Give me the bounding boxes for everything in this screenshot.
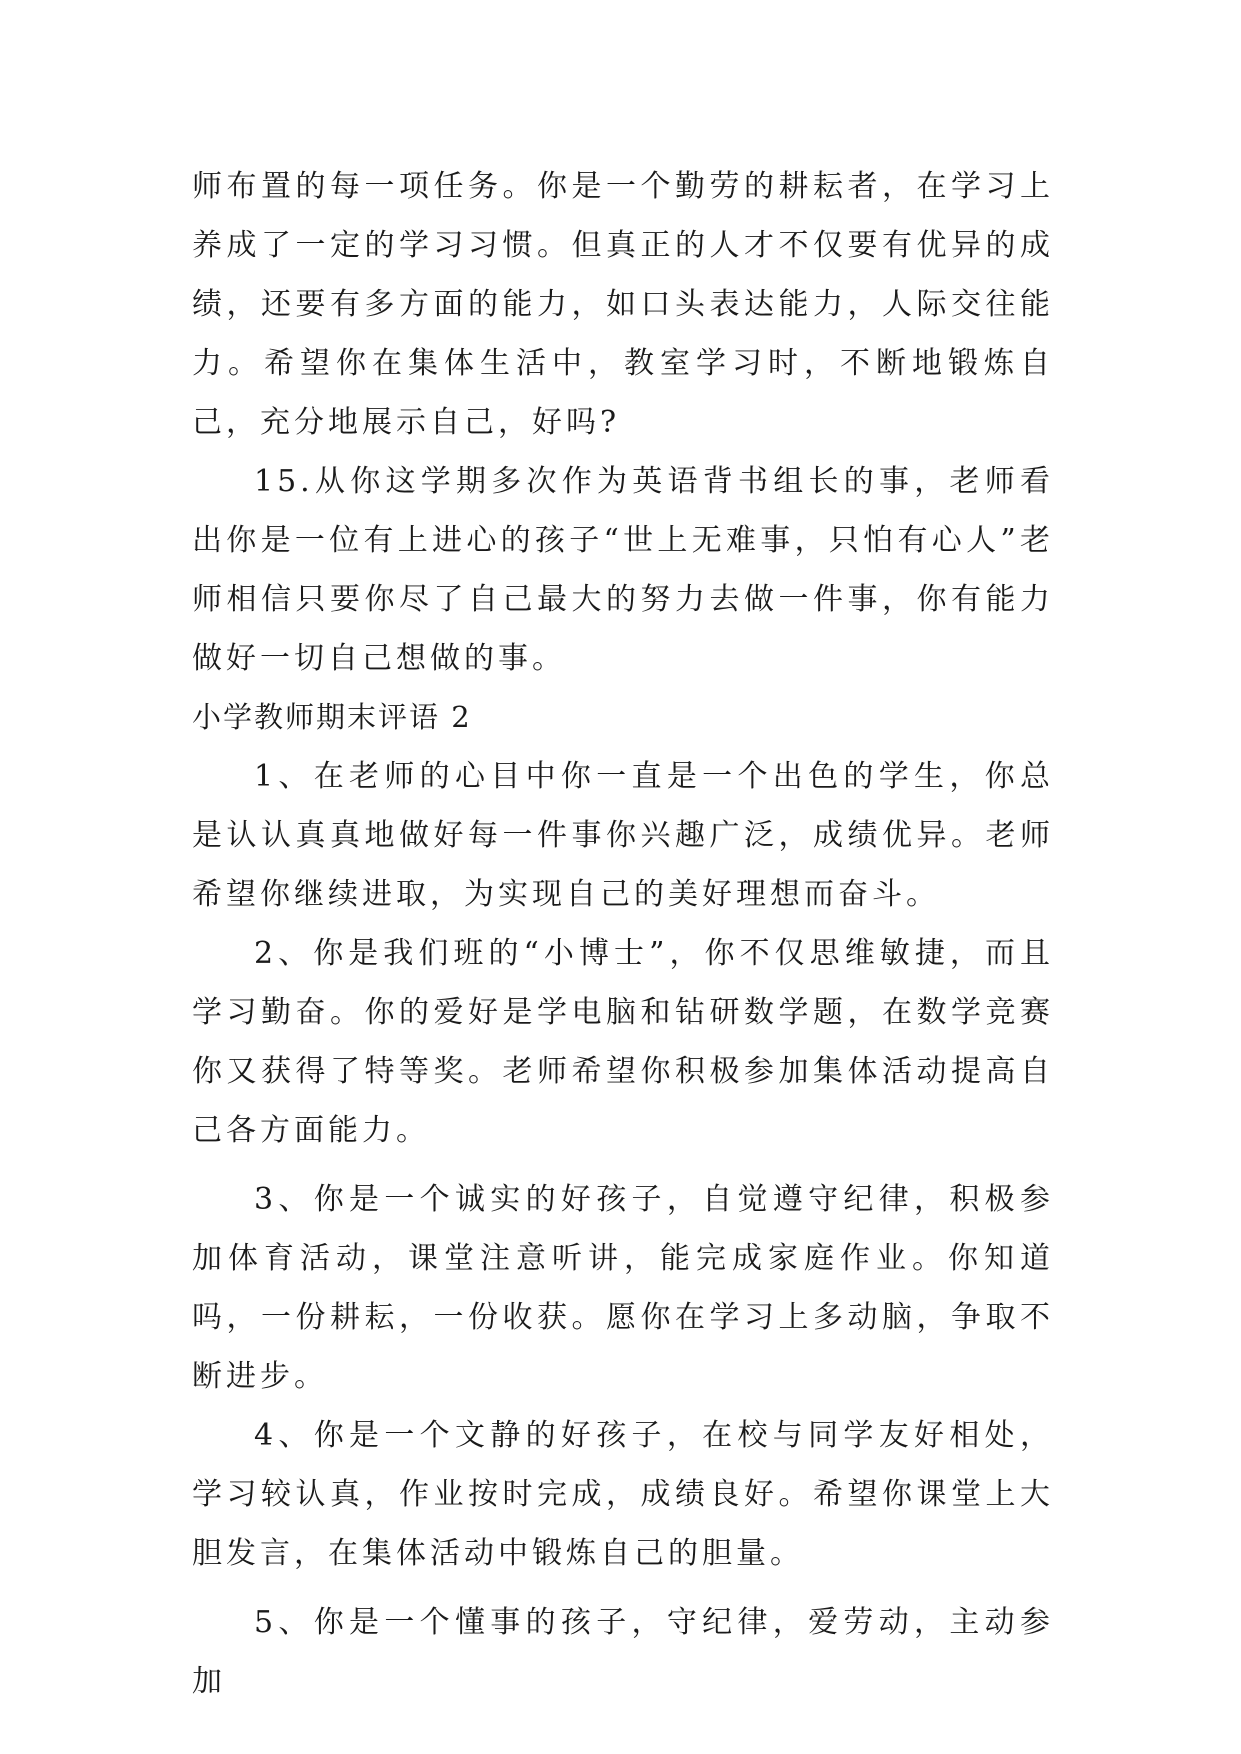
list-item-2: 2、你是我们班的“小博士”，你不仅思维敏捷，而且学习勤奋。你的爱好是学电脑和钻研数学题，在数学竞赛你又获得了特等奖。老师希望你积极参加集体活动提高自己各方面能力。 (192, 936, 1054, 1148)
paragraph-item-15: 15.从你这学期多次作为英语背书组长的事，老师看出你是一位有上进心的孩子“世上无难事，只怕有心人”老师相信只要你尽了自己最大的努力去做一件事，你有能力做好一切自己想做的事。 (192, 464, 1054, 676)
list-item-3: 3、你是一个诚实的好孩子，自觉遵守纪律，积极参加体育活动，课堂注意听讲，能完成家庭作业。你知道吗，一份耕耘，一份收获。愿你在学习上多动脑，争取不断进步。 (192, 1182, 1054, 1394)
document-body (192, 157, 1054, 1711)
list-item-5: 5、你是一个懂事的孩子，守纪律，爱劳动，主动参加 (192, 1605, 1054, 1699)
paragraph-continued: 师布置的每一项任务。你是一个勤劳的耕耘者，在学习上养成了一定的学习习惯。但真正的人才不仅要有优异的成绩，还要有多方面的能力，如口头表达能力，人际交往能力。希望你在集体生活中，教室学习时，不断地锻炼自己，充分地展示自己，好吗? (192, 169, 1054, 440)
list-item-4: 4、你是一个文静的好孩子，在校与同学友好相处，学习较认真，作业按时完成，成绩良好。希望你课堂上大胆发言，在集体活动中锻炼自己的胆量。 (192, 1418, 1054, 1571)
section-title: 小学教师期末评语 2 (192, 700, 472, 734)
list-item-1: 1、在老师的心目中你一直是一个出色的学生，你总是认认真真地做好每一件事你兴趣广泛，成绩优异。老师希望你继续进取，为实现自己的美好理想而奋斗。 (192, 759, 1054, 912)
